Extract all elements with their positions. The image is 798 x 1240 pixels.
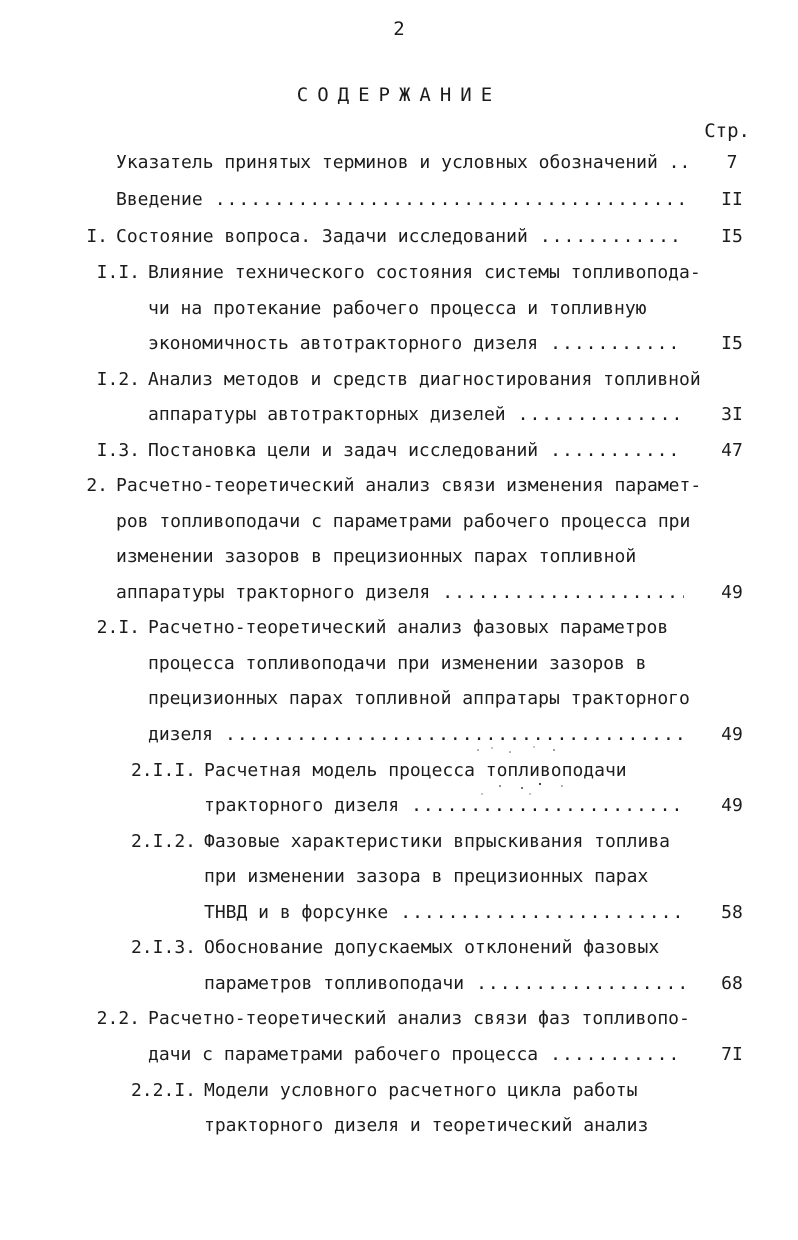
toc-leader-dots — [540, 224, 684, 250]
toc-leader-dots — [225, 722, 684, 748]
toc-leader-dots — [550, 331, 684, 357]
toc-line-text: аппаратуры тракторного дизеля — [116, 582, 431, 603]
toc-line-text: тракторного дизеля — [204, 795, 400, 816]
toc-entry-number: 2.2. — [96, 1008, 140, 1029]
toc-line-text: дизеля — [148, 724, 214, 745]
toc-line — [86, 224, 694, 250]
toc-line — [96, 615, 669, 641]
toc-line — [96, 438, 694, 464]
toc-entry-number: 2.I.3. — [130, 937, 196, 958]
toc-line: ров топливоподачи с параметрами рабочего процесса при — [116, 511, 691, 532]
toc-line — [204, 971, 694, 997]
toc-line-text: Анализ методов и средств диагностирования топливной — [148, 369, 701, 390]
toc-line — [86, 473, 702, 499]
toc-line — [148, 402, 694, 428]
toc-entry-number: 2.I. — [96, 617, 140, 638]
toc-line: Указатель принятых терминов и условных обозначений .. — [116, 152, 691, 173]
toc-line: процесса топливоподачи при изменении зазоров в — [148, 653, 647, 674]
toc-line-text: Модели условного расчетного цикла работы — [204, 1080, 638, 1101]
toc-page-ref: 49 — [721, 582, 743, 603]
toc-page-ref: 7I — [721, 1044, 743, 1065]
toc-entry-number: 2. — [86, 475, 108, 496]
toc-line-text: параметров топливоподачи — [204, 973, 465, 994]
toc-entry-number: 2.2.I. — [130, 1080, 196, 1101]
toc-line — [130, 829, 670, 855]
toc-line — [116, 187, 694, 213]
toc-page-ref: II — [721, 189, 743, 210]
toc-line: при изменении зазора в прецизионных парах — [204, 866, 649, 887]
toc-leader-dots — [442, 580, 684, 606]
page-number: 2 — [393, 18, 405, 40]
toc-page-ref: 7 — [726, 152, 738, 173]
toc-entry-number: 2.I.I. — [130, 760, 196, 781]
toc-leader-dots — [518, 402, 684, 428]
toc-line — [116, 580, 694, 606]
toc-line — [148, 722, 694, 748]
toc-page-ref: I5 — [721, 226, 743, 247]
toc-leader-dots — [400, 900, 684, 926]
toc-line-text: экономичность автотракторного дизеля — [148, 333, 539, 354]
toc-entry-number: I.I. — [96, 262, 140, 283]
toc-line — [96, 367, 701, 393]
toc-line — [130, 758, 627, 784]
toc-entry-number: I. — [86, 226, 108, 247]
toc-page-ref: 68 — [721, 973, 743, 994]
toc-leader-dots — [550, 438, 684, 464]
toc-line: изменении зазоров в прецизионных парах топливной — [116, 546, 637, 567]
toc-line — [130, 1078, 638, 1104]
toc-line-text: дачи с параметрами рабочего процесса — [148, 1044, 539, 1065]
toc-line — [204, 793, 694, 819]
toc-line — [96, 260, 701, 286]
toc-page-ref: I5 — [721, 333, 743, 354]
toc-line — [204, 900, 694, 926]
toc-entry-number: 2.I.2. — [130, 831, 196, 852]
toc-line — [130, 935, 660, 961]
toc-page-ref: 3I — [721, 404, 743, 425]
toc-line-text: ТНВД и в форсунке — [204, 902, 389, 923]
toc-entry-number: I.2. — [96, 369, 140, 390]
toc-page-ref: 47 — [721, 440, 743, 461]
toc-line-text: Расчетно-теоретический анализ фазовых параметров — [148, 617, 669, 638]
toc-line — [96, 1006, 690, 1032]
toc-line-text: Введение — [116, 189, 203, 210]
toc-line: тракторного дизеля и теоретический анализ — [204, 1115, 649, 1136]
toc-leader-dots — [476, 971, 684, 997]
toc-line-text: Постановка цели и задач исследований — [148, 440, 539, 461]
toc-leader-dots — [411, 793, 684, 819]
toc-page-ref: 58 — [721, 902, 743, 923]
toc-leader-dots — [550, 1042, 684, 1068]
toc-line — [148, 331, 694, 357]
toc-line — [148, 1042, 694, 1068]
toc-line-text: Расчетно-теоретический анализ связи фаз топливопо- — [148, 1008, 690, 1029]
toc-page-ref: 49 — [721, 795, 743, 816]
toc-line-text: Состояние вопроса. Задачи исследований — [116, 226, 528, 247]
toc-title: СОДЕРЖАНИЕ — [296, 84, 502, 106]
toc-line-text: Фазовые характеристики впрыскивания топлива — [204, 831, 670, 852]
toc-line: прецизионных парах топливной аппратары тракторного — [148, 688, 690, 709]
toc-line-text: аппаратуры автотракторных дизелей — [148, 404, 506, 425]
toc-leader-dots — [215, 187, 684, 213]
toc-line-text: Расчетно-теоретический анализ связи изменения парамет- — [116, 475, 702, 496]
toc-line-text: Расчетная модель процесса топливоподачи — [204, 760, 627, 781]
toc-page-ref: 49 — [721, 724, 743, 745]
toc-entry-number: I.3. — [96, 440, 140, 461]
page-column-header: Стр. — [704, 120, 750, 142]
toc-line-text: Влияние технического состояния системы топливопода- — [148, 262, 701, 283]
toc-line-text: Обоснование допускаемых отклонений фазовых — [204, 937, 660, 958]
toc-line: чи на протекание рабочего процесса и топливную — [148, 298, 647, 319]
